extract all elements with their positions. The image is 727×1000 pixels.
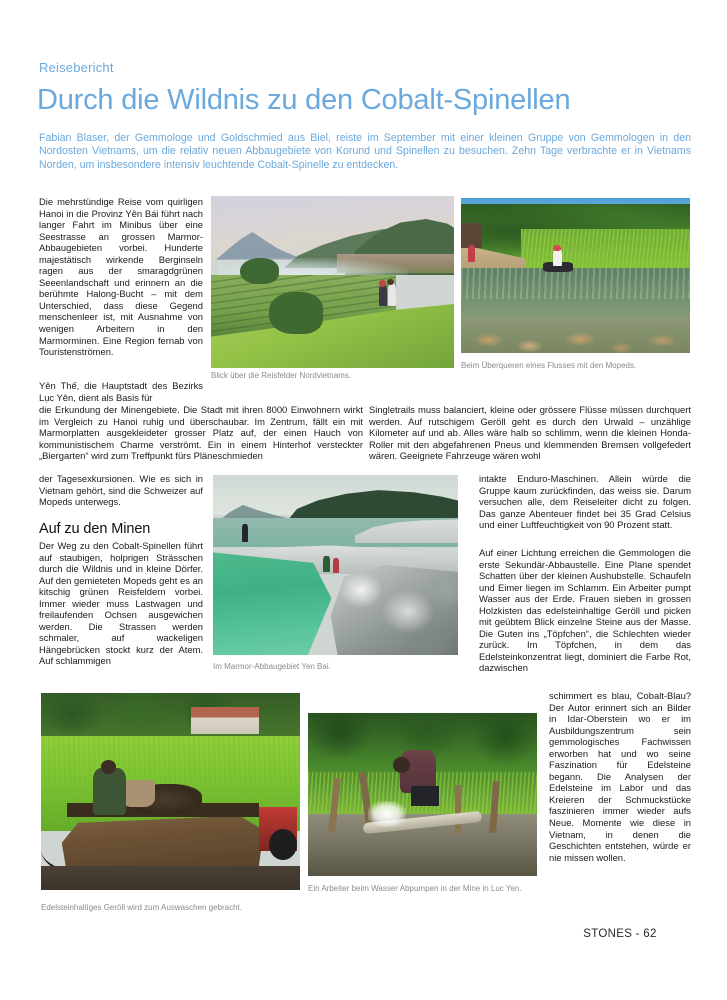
paragraph-yenthe-wide: die Erkundung der Minengebiete. Die Stadt mit ihren 8000 Einwohnern wirkt im Vergleich zu Hanoi ruhig und überschaubar. Im Zentrum, fällt ein mit Marmorplatten ausgekleideter grosser Platz auf, der einen Hauch von kommunistischem Charme verströmt. Ein in einem Hinterhof versteckter „Biergarten“ wird zum Treffpunkt fürs Pläneschmieden (39, 404, 363, 462)
bamboo-post-3 (455, 785, 462, 834)
paragraph-mines: Der Weg zu den Cobalt-Spinellen führt auf staubigen, holprigen Strässchen durch die Wildnis und in kleine Dörfer. Auf den gemieteten Mopeds geht es an kitschig grünen Reisfeldern vorbei. Immer wieder muss Lastwagen und freilaufenden Ochsen ausgewichen werden. Die Strassen werden schmaler, auf wackeligen Hängebrücken stockt kurz der Atem. Auf schlammigen (39, 540, 203, 667)
caption-marble-quarry: Im Marmor-Abbaugebiet Yen Bai. (213, 662, 331, 671)
person-adult (323, 556, 329, 572)
village-house (191, 707, 258, 735)
basket (121, 780, 155, 808)
photo-marble-content (213, 475, 458, 655)
paragraph-singletrails: Singletrails muss balanciert, kleine oder grössere Flüsse müssen durchquert werden. Auf rutschigem Geröll geht es durch den Urwald – unzählige Kilometer auf und ab. Alles wäre halb so schlimm, wenn die kleinen Honda-Roller mit den abgefahrenen Pneus und klemmenden Bremsen vollgefedert wären. Geeignete Fahrzeuge wären wohl (369, 404, 691, 462)
subheading-mines: Auf zu den Minen (39, 521, 151, 537)
river-stones (461, 316, 690, 353)
photo-river-crossing (461, 198, 690, 353)
muddy-ground (41, 866, 300, 890)
paragraph-idar-oberstein: schimmert es blau, Cobalt-Blau? Der Autor erinnert sich an Bilder in Idar-Oberstein wo er im Ausbildungszentrum sein gemmologisches Fachwissen erworben hat und wo seine Faszination für Edelsteine begann. Die Analysen der Edelsteine im Labor und das Kreieren der Schmuckstücke faszinieren immer wieder aufs Neue. Momente wie diese in Vietnam, in denen die Geschichten entstehen, würde er nie missen wollen. (549, 690, 691, 863)
person-two (379, 284, 387, 306)
section-auf-zu-den-minen (39, 521, 203, 667)
worker-body (93, 768, 127, 815)
paragraph-yenthe-intro: Yên Thế, die Hauptstadt des Bezirks Lục Yên, dient als Basis für (39, 380, 203, 403)
paragraph-enduro: intakte Enduro-Maschinen. Allein würde die Gruppe kaum zurückfinden, das weiss sie. Darum versuchen alle, dem Reiseleiter dicht zu folgen. Das ganze Abenteuer findet bei 35 Grad Celsius und einer Luftfeuchtigkeit von 90 Prozent statt. (479, 473, 691, 531)
paragraph-lichtung: Auf einer Lichtung erreichen die Gemmologen die erste Sekundär-Abbaustelle. Eine Plane spendet Schatten über der kleinen Aushubstelle. Schaufeln und Eimer liegen im Schlamm. Ein Arbeiter pumpt Wasser aus der Erde. Frauen sieben in grossen Holzkisten das edelsteinhaltige Geröll und picken mit geübtem Blick einzelne Steine aus der Masse. Die Guten ins „Töpfchen“, die Schlechten wieder zurück. Im Töpfchen, in dem das Edelsteinkonzentrat liegt, dominiert die Farbe Rot, dazwischen (479, 547, 691, 674)
caption-rice-terraces: Blick über die Reisfelder Nordvietnams. (211, 371, 352, 380)
caption-water-pumping: Ein Arbeiter beim Wasser Abpumpen in der Mine in Luc Yen. (308, 884, 522, 893)
person-standing (242, 524, 247, 542)
caption-river-crossing: Beim Überqueren eines Flusses mit den Mopeds. (461, 361, 637, 370)
rider-helmet (553, 245, 561, 252)
photo-pump-content (308, 713, 537, 876)
page-footer: STONES - 62 (583, 928, 657, 940)
page-title: Durch die Wildnis zu den Cobalt-Spinellen (37, 84, 571, 116)
tractor-wheel (269, 829, 297, 861)
hut (461, 223, 482, 248)
water-ripples (461, 268, 690, 299)
bush-lower (269, 292, 322, 333)
photo-water-pumping (308, 713, 537, 876)
worker-head (393, 757, 410, 773)
worker-head (101, 760, 117, 774)
photo-marble-quarry (213, 475, 458, 655)
paragraph-yenthe-tail: der Tagesexkursionen. Wie es sich in Vietnam gehört, sind die Schweizer auf Mopeds unterwegs. (39, 473, 203, 508)
person-one (388, 282, 396, 306)
photo-rice-terraces (211, 196, 454, 368)
paragraph-journey: Die mehrstündige Reise vom quirligen Hanoi in die Provinz Yên Bái führt nach langer Fahrt im Minibus über eine Seestrasse an grossen Marmor-Abbaugebieten vorbei. Hunderte majestätisch wirkende Berginseln ragen aus der smaragdgrünen Seeenlandschaft und erinnern an die berühmte Halong-Bucht – mit dem Unterschied, dass diese Gegend menschenleer ist, mit Ausnahme von wenigen Arbeitern in den Marmorminen. Eine Region fernab von Touristenströmen. (39, 196, 203, 358)
photo-gem-rubble-transport (41, 693, 300, 890)
person-child (333, 558, 339, 573)
photo-river-content (461, 198, 690, 353)
marble-boulders (331, 565, 458, 655)
section-kicker: Reisebericht (39, 60, 114, 75)
water-splash (368, 801, 407, 827)
lead-paragraph: Fabian Blaser, der Gemmologe und Goldschmied aus Biel, reiste im September mit einer kleinen Gruppe von Gemmologen in den Nordosten Vietnams, um die relativ neuen Abbaugebiete von Korund und Spinellen zu besuchen. Zehn Tage verbrachte er in Vietnams Norden, um insbesondere intensiv leuchtende Cobalt-Spinelle zu entdecken. (39, 132, 691, 171)
photo-rubble-content (41, 693, 300, 890)
rider-body (553, 249, 562, 266)
person-on-bank (468, 245, 475, 262)
bush-upper (240, 258, 279, 284)
caption-gem-rubble-transport: Edelsteinhaltiges Geröll wird zum Auswaschen gebracht. (41, 903, 242, 912)
worker-shorts (411, 786, 438, 806)
photo-rice-content (211, 196, 454, 368)
